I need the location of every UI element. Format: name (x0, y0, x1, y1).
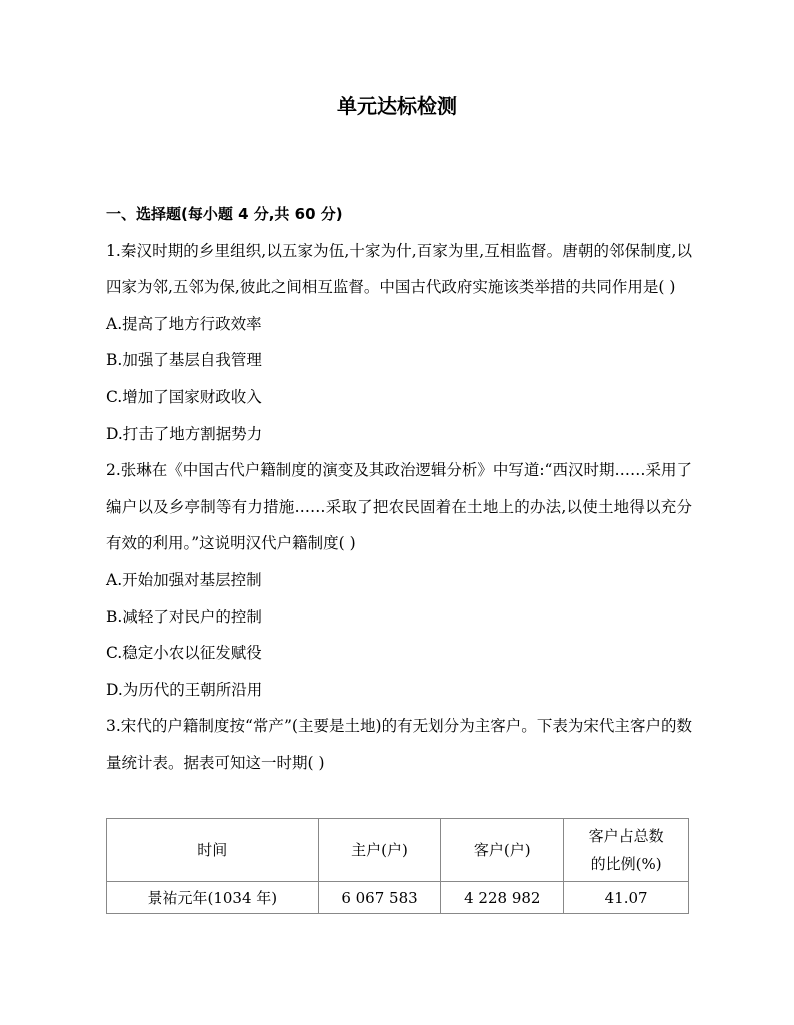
table-cell: 景祐元年(1034 年) (107, 882, 319, 914)
question-stem: 2.张琳在《中国古代户籍制度的演变及其政治逻辑分析》中写道:“西汉时期……采用了编户以及乡亭制等有力措施……采取了把农民固着在土地上的办法,以使土地得以充分有效的利用。”这说明汉代户籍制度( ) (106, 461, 692, 553)
table-header-cell (564, 819, 689, 882)
question-2 (106, 452, 692, 708)
document-body (106, 196, 692, 782)
question-3 (106, 708, 692, 781)
table-header-cell: 客户(户) (441, 819, 564, 882)
header-line: 客户占总数 (588, 827, 664, 845)
table-cell: 4 228 982 (441, 882, 564, 914)
household-table (106, 818, 689, 914)
table-header-row (107, 819, 689, 882)
document-title: 单元达标检测 (337, 94, 457, 118)
section-heading: 一、选择题(每小题 4 分,共 60 分) (106, 205, 343, 223)
table-row (107, 882, 689, 914)
option-b: B.减轻了对民户的控制 (106, 607, 262, 626)
question-stem: 3.宋代的户籍制度按“常产”(主要是土地)的有无划分为主客户。下表为宋代主客户的数量统计表。据表可知这一时期( ) (106, 717, 692, 772)
option-c: C.稳定小农以征发赋役 (106, 644, 262, 663)
option-b: B.加强了基层自我管理 (106, 351, 262, 370)
option-c: C.增加了国家财政收入 (106, 387, 262, 406)
table-header-cell: 时间 (107, 819, 319, 882)
table-header-cell: 主户(户) (318, 819, 441, 882)
option-a: A.提高了地方行政效率 (106, 314, 262, 333)
option-a: A.开始加强对基层控制 (106, 570, 262, 589)
header-line: 的比例(%) (590, 855, 662, 873)
table-cell: 6 067 583 (318, 882, 441, 914)
question-stem: 1.秦汉时期的乡里组织,以五家为伍,十家为什,百家为里,互相监督。唐朝的邻保制度,以四家为邻,五邻为保,彼此之间相互监督。中国古代政府实施该类举措的共同作用是( ) (106, 241, 692, 297)
option-d: D.为历代的王朝所沿用 (106, 680, 263, 699)
table-cell: 41.07 (564, 882, 689, 914)
option-d: D.打击了地方割据势力 (106, 424, 263, 443)
question-1 (106, 233, 692, 453)
